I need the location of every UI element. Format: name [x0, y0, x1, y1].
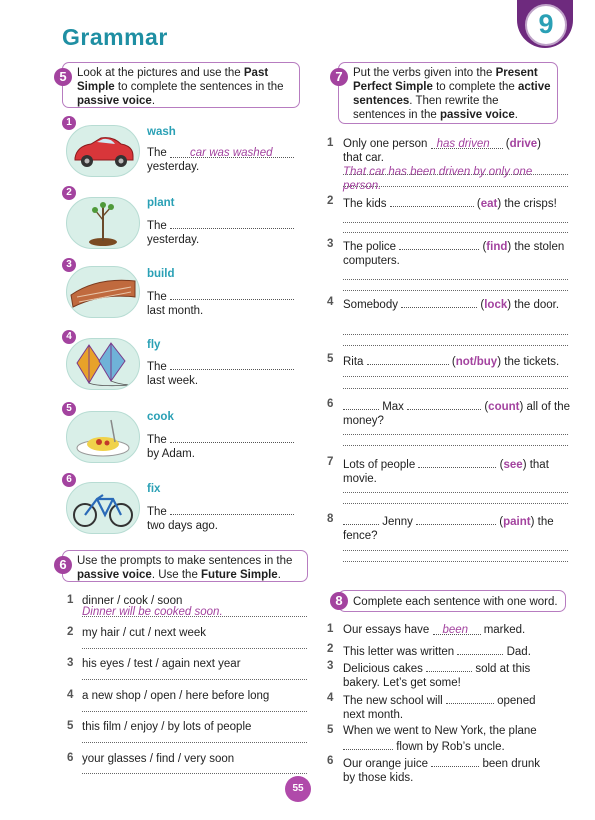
exercise-6-badge: 6 — [54, 556, 72, 574]
item-number: 1 — [327, 623, 334, 635]
item-number: 4 — [327, 692, 334, 704]
exercise-7-item-5: Rita (not/buy) the tickets. — [343, 353, 573, 369]
exercise-8-item-3: Delicious cakes sold at this bakery. Let’s get some! — [343, 660, 568, 690]
exercise-7-item-1: Only one person has driven (drive) that car. That car has been driven by only one person. — [343, 138, 541, 192]
answer-line — [343, 222, 568, 223]
answer-line — [343, 232, 568, 233]
answer-line — [82, 648, 307, 649]
exercise-5-item-1: The car was washed yesterday. — [147, 146, 307, 174]
verb-label: build — [147, 268, 175, 280]
verb-label: fix — [147, 483, 161, 495]
unit-badge — [517, 0, 573, 48]
exercise-6-prompt-2: my hair / cut / next week — [82, 627, 206, 639]
picture-number: 4 — [62, 330, 76, 344]
item-number: 6 — [67, 752, 74, 764]
exercise-5-item-2: The yesterday. — [147, 217, 307, 247]
exercise-6-prompt-5: this film / enjoy / by lots of people — [82, 721, 252, 733]
item-number: 2 — [327, 643, 334, 655]
exercise-5-badge: 5 — [54, 68, 72, 86]
picture-number: 2 — [62, 186, 76, 200]
item-number: 1 — [67, 594, 74, 606]
verb-label: plant — [147, 197, 175, 209]
exercise-8-item-5: When we went to New York, the plane flown by Rob’s uncle. — [343, 725, 537, 753]
verb-label: fly — [147, 339, 161, 351]
exercise-7-item-2: The kids (eat) the crisps! — [343, 195, 568, 211]
picture-number: 3 — [62, 258, 76, 272]
exercise-6-prompt-4: a new shop / open / here before long — [82, 690, 270, 702]
answer-line — [82, 711, 307, 712]
car-picture — [66, 125, 140, 177]
picture-number: 6 — [62, 473, 76, 487]
kite-picture — [66, 338, 140, 390]
item-number: 6 — [327, 755, 334, 767]
exercise-5-item-6: The two days ago. — [147, 503, 307, 533]
exercise-5-item-4: The last week. — [147, 358, 307, 388]
item-number: 1 — [327, 137, 334, 149]
exercise-8-item-1: Our essays have been marked. — [343, 624, 526, 636]
answer-line — [343, 174, 568, 175]
answer-line — [82, 616, 307, 617]
answer-line — [343, 503, 568, 504]
item-number: 2 — [67, 626, 74, 638]
answer-line — [82, 773, 307, 774]
exercise-7-item-7: Lots of people (see) that movie. — [343, 456, 568, 486]
picture-number: 5 — [62, 402, 76, 416]
item-number: 7 — [327, 456, 334, 468]
answer-line — [343, 334, 568, 335]
item-number: 4 — [327, 296, 334, 308]
answer-line — [82, 679, 307, 680]
exercise-6-prompt-3: his eyes / test / again next year — [82, 658, 241, 670]
exercise-7-item-6: Max (count) all of the money? — [343, 398, 573, 428]
exercise-8-badge: 8 — [330, 592, 348, 610]
item-number: 3 — [67, 657, 74, 669]
exercise-8-item-6: Our orange juice been drunk by those kids. — [343, 755, 568, 785]
item-number: 5 — [67, 720, 74, 732]
item-number: 3 — [327, 660, 334, 672]
exercise-6-prompt-6: your glasses / find / very soon — [82, 753, 235, 765]
exercise-7-item-8: Jenny (paint) the fence? — [343, 513, 573, 543]
exercise-5-instruction: Look at the pictures and use the Past Simple to complete the sentences in the passive voice. 5 — [62, 62, 300, 108]
verb-label: cook — [147, 411, 174, 423]
exercise-7-item-3: The police (find) the stolen computers. — [343, 238, 573, 268]
answer-line — [343, 492, 568, 493]
answer-line — [343, 445, 568, 446]
item-number: 4 — [67, 689, 74, 701]
answer-line — [343, 550, 568, 551]
exercise-5-item-5: The by Adam. — [147, 431, 307, 461]
item-number: 3 — [327, 238, 334, 250]
answer-line — [82, 742, 307, 743]
page-number: 55 — [285, 776, 311, 802]
spaghetti-picture — [66, 411, 140, 463]
bicycle-picture — [66, 482, 140, 534]
exercise-5-item-3: The last month. — [147, 288, 307, 318]
tree-picture — [66, 197, 140, 249]
item-number: 6 — [327, 398, 334, 410]
unit-number: 9 — [538, 9, 554, 39]
exercise-8-instruction: Complete each sentence with one word. 8 — [338, 590, 566, 612]
item-number: 5 — [327, 353, 334, 365]
page-title: Grammar — [62, 24, 168, 50]
verb-label: wash — [147, 126, 176, 138]
exercise-8-item-4: The new school will opened next month. — [343, 692, 568, 722]
exercise-7-badge: 7 — [330, 68, 348, 86]
answer-line — [343, 186, 568, 187]
item-number: 2 — [327, 195, 334, 207]
exercise-6-prompt-1: dinner / cook / soon — [82, 595, 183, 607]
exercise-7-item-4: Somebody (lock) the door. — [343, 296, 568, 312]
exercise-6-instruction: Use the prompts to make sentences in the passive voice. Use the Future Simple. 6 — [62, 550, 308, 582]
item-number: 5 — [327, 724, 334, 736]
answer-line — [343, 388, 568, 389]
exercise-6-answer-1: Dinner will be cooked soon. — [82, 606, 223, 618]
answer-line — [343, 279, 568, 280]
answer-line — [343, 434, 568, 435]
exercise-8-item-2: This letter was written Dad. — [343, 643, 568, 659]
item-number: 8 — [327, 513, 334, 525]
picture-number: 1 — [62, 116, 76, 130]
wall-picture — [66, 266, 140, 318]
answer-line — [343, 561, 568, 562]
answer-line — [343, 345, 568, 346]
exercise-7-instruction: Put the verbs given into the Present Perfect Simple to complete the active sentences. Then rewrite the sentences in the passive voice. 7 — [338, 62, 558, 124]
answer-line — [343, 290, 568, 291]
answer-line — [343, 376, 568, 377]
